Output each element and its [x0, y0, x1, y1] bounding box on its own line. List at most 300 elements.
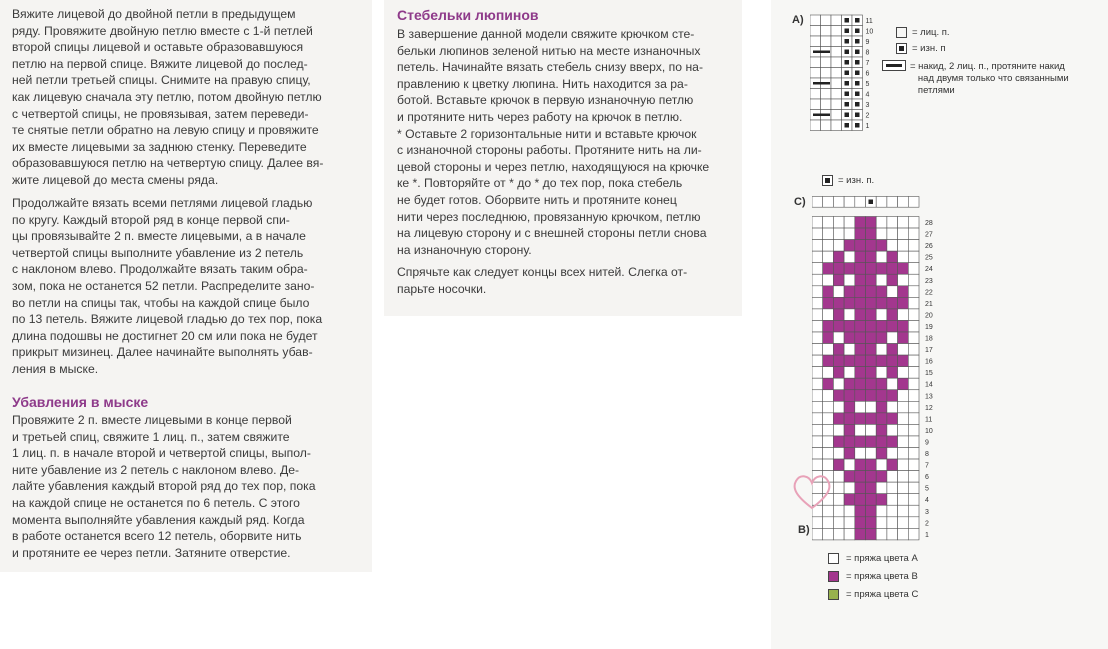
chart-b-cell-white — [876, 344, 887, 356]
chart-b-cell-white — [908, 320, 919, 332]
chart-b-cell-white — [833, 448, 844, 460]
chart-b-cell-white — [908, 309, 919, 321]
chart-a-cell — [831, 68, 842, 79]
chart-b-cell-purple — [833, 263, 844, 275]
chart-b-cell-purple — [876, 286, 887, 298]
chart-b-cell-white — [908, 436, 919, 448]
chart-b-cell-white — [844, 251, 855, 263]
chart-b-cell-purple — [887, 390, 898, 402]
purl-dot — [845, 18, 850, 23]
chart-b-row-number: 14 — [925, 381, 933, 389]
chart-b-cell-white — [812, 459, 823, 471]
chart-b-cell-purple — [866, 505, 877, 517]
chart-b-cell-white — [887, 228, 898, 240]
chart-b-row-number: 25 — [925, 254, 933, 262]
chart-b-cell-purple — [855, 217, 866, 229]
chart-b-cell-white — [887, 482, 898, 494]
chart-b-cell-white — [823, 413, 834, 425]
chart-b-cell-white — [898, 471, 909, 483]
chart-b-cell-purple — [866, 378, 877, 390]
chart-c-label: C) — [794, 196, 806, 208]
chart-b-cell-purple — [844, 355, 855, 367]
chart-a-cell — [821, 36, 832, 47]
chart-b-cell-purple — [876, 320, 887, 332]
chart-b-row-number: 13 — [925, 393, 933, 401]
chart-b-cell-purple — [833, 309, 844, 321]
chart-b-cell-white — [844, 274, 855, 286]
chart-b-cell-purple — [844, 297, 855, 309]
chart-b-cell-purple — [898, 263, 909, 275]
color-a-text: = пряжа цвета A — [846, 553, 918, 564]
chart-b-row-number: 10 — [925, 427, 933, 435]
chart-a-cell — [821, 57, 832, 68]
chart-b-cell-white — [823, 309, 834, 321]
chart-b-cell-purple — [855, 274, 866, 286]
chart-c-cell — [855, 197, 866, 208]
chart-b-cell-white — [898, 505, 909, 517]
chart-c-cell — [812, 197, 823, 208]
legend-a-yarnover-text: = накид, 2 лиц. п., протяните накид над двумя только что связанными петлями — [910, 61, 1069, 96]
chart-b-cell-white — [833, 217, 844, 229]
chart-c-cell — [908, 197, 919, 208]
chart-a-cell — [821, 15, 832, 26]
chart-b-cell-white — [812, 263, 823, 275]
chart-b-cell-white — [908, 424, 919, 436]
chart-b-cell-purple — [887, 297, 898, 309]
chart-b-cell-purple — [844, 332, 855, 344]
chart-b-cell-white — [898, 482, 909, 494]
chart-b-cell-white — [898, 401, 909, 413]
chart-b-cell-white — [844, 228, 855, 240]
chart-b-cell-white — [908, 528, 919, 540]
chart-b-row-number: 5 — [925, 485, 929, 493]
purl-stitch-symbol-c — [822, 175, 833, 186]
purl-dot — [845, 92, 850, 97]
chart-b-cell-purple — [876, 436, 887, 448]
chart-a-cell — [821, 26, 832, 37]
chart-a-row-number: 10 — [865, 28, 874, 36]
chart-b-cell-white — [887, 378, 898, 390]
chart-b-cell-white — [812, 309, 823, 321]
chart-b-cell-purple — [844, 471, 855, 483]
chart-b-cell-purple — [833, 297, 844, 309]
chart-b-cell-white — [812, 297, 823, 309]
yarnover-dash — [813, 114, 830, 117]
chart-b-cell-white — [844, 482, 855, 494]
chart-b-cell-white — [876, 482, 887, 494]
chart-b-cell-purple — [855, 286, 866, 298]
chart-b-cell-purple — [887, 355, 898, 367]
chart-b-cell-purple — [887, 320, 898, 332]
chart-a-cell — [831, 47, 842, 58]
purl-dot — [869, 200, 874, 205]
chart-b-cell-white — [887, 505, 898, 517]
chart-b-cell-purple — [855, 471, 866, 483]
chart-b-cell-white — [876, 228, 887, 240]
chart-b-row-number: 21 — [925, 300, 933, 308]
chart-b-cell-white — [812, 378, 823, 390]
purl-stitch-symbol — [896, 43, 907, 54]
chart-b-cell-purple — [823, 263, 834, 275]
chart-b-cell-white — [823, 240, 834, 252]
chart-b-cell-white — [823, 459, 834, 471]
chart-b-cell-purple — [833, 436, 844, 448]
chart-b-cell-purple — [866, 263, 877, 275]
chart-b-label: B) — [798, 524, 810, 536]
chart-b-cell-purple — [844, 413, 855, 425]
chart-b-cell-purple — [855, 297, 866, 309]
chart-b-cell-purple — [876, 240, 887, 252]
chart-b-cell-purple — [866, 494, 877, 506]
chart-b-cell-white — [844, 309, 855, 321]
chart-a-row-number: 1 — [865, 123, 870, 130]
chart-b-cell-white — [833, 528, 844, 540]
chart-b-cell-white — [876, 505, 887, 517]
chart-b-row-number: 22 — [925, 289, 933, 297]
purl-dot — [845, 71, 850, 76]
chart-b-cell-purple — [855, 367, 866, 379]
chart-b-cell-white — [823, 528, 834, 540]
chart-b-cell-purple — [866, 528, 877, 540]
chart-b-cell-white — [908, 482, 919, 494]
chart-b-cell-white — [908, 240, 919, 252]
chart-b-cell-white — [898, 528, 909, 540]
chart-b-cell-white — [898, 251, 909, 263]
chart-b-cell-purple — [855, 517, 866, 529]
chart-b-cell-white — [855, 424, 866, 436]
chart-b-cell-white — [823, 217, 834, 229]
chart-b-cell-white — [898, 517, 909, 529]
chart-b-cell-white — [833, 286, 844, 298]
chart-a-cell — [831, 110, 842, 121]
chart-b-cell-white — [898, 274, 909, 286]
chart-b-cell-white — [876, 251, 887, 263]
chart-b-cell-white — [876, 217, 887, 229]
chart-b-cell-purple — [866, 309, 877, 321]
chart-b-cell-purple — [844, 378, 855, 390]
chart-b-cell-purple — [833, 390, 844, 402]
chart-b-cell-white — [908, 378, 919, 390]
chart-b-cell-white — [908, 367, 919, 379]
purl-dot — [855, 18, 860, 23]
chart-b-cell-purple — [887, 274, 898, 286]
chart-b-cell-purple — [855, 251, 866, 263]
chart-b-cell-white — [876, 459, 887, 471]
chart-b-cell-white — [812, 286, 823, 298]
chart-b-row-number: 18 — [925, 335, 933, 343]
chart-b-cell-white — [823, 517, 834, 529]
chart-b-cell-white — [887, 448, 898, 460]
chart-b-cell-purple — [876, 424, 887, 436]
chart-b-cell-white — [898, 217, 909, 229]
chart-b-cell-white — [898, 228, 909, 240]
chart-b-cell-white — [844, 344, 855, 356]
chart-c-cell — [887, 197, 898, 208]
chart-a-grid — [810, 14, 880, 148]
purl-dot — [845, 60, 850, 65]
purl-dot — [855, 50, 860, 55]
legend-c-purl-text: = изн. п. — [838, 175, 875, 186]
chart-b-cell-white — [876, 528, 887, 540]
color-b-text: = пряжа цвета B — [846, 571, 918, 582]
chart-b-cell-purple — [866, 436, 877, 448]
chart-b-cell-white — [887, 332, 898, 344]
chart-b-cell-purple — [876, 263, 887, 275]
chart-b-cell-white — [887, 494, 898, 506]
chart-b-cell-purple — [866, 320, 877, 332]
chart-b-cell-purple — [887, 367, 898, 379]
chart-b-cell-purple — [823, 320, 834, 332]
chart-b-cell-purple — [866, 517, 877, 529]
chart-b-cell-purple — [898, 320, 909, 332]
chart-b-cell-purple — [866, 228, 877, 240]
chart-b-cell-purple — [855, 482, 866, 494]
chart-b-cell-white — [908, 274, 919, 286]
toe-decreases-heading: Убавления в мыске — [12, 394, 149, 410]
chart-b-cell-white — [823, 448, 834, 460]
chart-b-cell-white — [812, 228, 823, 240]
left-paragraph-3: Провяжите 2 п. вместе лицевыми в конце первой и третьей спиц, свяжите 1 лиц. п., затем свяжите 1 лиц. п. в начале второй и четвертой спицы, выпол- ните убавление из 2 петель с наклоном влево. Де- лайте убавления каждый второй ряд до тех пор, пока на каждой спице не останется по 6 петель. С этого момента выполняйте убавления каждый ряд. Когда в работе останется всего 12 петель, оборвите нить и протяните ее через петли. Затяните отверстие. — [12, 413, 316, 560]
chart-b-cell-purple — [833, 459, 844, 471]
chart-a-cell — [810, 15, 821, 26]
chart-b-cell-purple — [833, 413, 844, 425]
purl-dot — [855, 123, 860, 128]
chart-b-cell-white — [908, 332, 919, 344]
chart-b-cell-white — [812, 517, 823, 529]
legend-a-knit-text: = лиц. п. — [912, 27, 950, 38]
chart-b-row-number: 3 — [925, 508, 929, 516]
chart-b-cell-purple — [833, 320, 844, 332]
chart-b-cell-purple — [833, 355, 844, 367]
chart-b-cell-white — [908, 505, 919, 517]
chart-a-label: A) — [792, 14, 804, 26]
chart-b-cell-purple — [876, 471, 887, 483]
chart-b-cell-white — [823, 344, 834, 356]
chart-a-cell — [810, 26, 821, 37]
chart-b-cell-white — [887, 217, 898, 229]
chart-b-cell-white — [812, 436, 823, 448]
chart-b-cell-purple — [855, 332, 866, 344]
chart-a-row-number: 3 — [865, 102, 870, 109]
middle-paragraph-1: В завершение данной модели свяжите крючком сте- бельки люпинов зеленой нитью на месте изнаночных петель. Начинайте вязать стебель снизу вверх, по на- правлению к цветку люпина. Нить находится за ра- ботой. Вставьте крючок в первую изнаночную петлю и протяните нить через работу на крючок в петлю. * Оставьте 2 горизонтальные нити и вставьте крючок с изнаночной стороны работы. Протяните нить на ли- цевой стороны и через петлю, находящуюся на крючке кe *. Повторяйте от * до * до тех пор, пока стебель не будет готов. Оборвите нить и протяните конец нити через последнюю, провязанную крючком, петлю на лицевую сторону и с внешней стороны петли снова на изнаночную сторону. — [397, 27, 710, 257]
chart-b-cell-purple — [866, 471, 877, 483]
chart-b-cell-purple — [887, 263, 898, 275]
color-a-swatch — [828, 553, 839, 564]
chart-a-row-number: 7 — [865, 60, 870, 67]
chart-a-cell — [810, 36, 821, 47]
chart-b-cell-white — [833, 424, 844, 436]
chart-b-cell-purple — [855, 436, 866, 448]
chart-b-cell-purple — [833, 344, 844, 356]
chart-b-cell-purple — [887, 436, 898, 448]
chart-b-cell-white — [866, 401, 877, 413]
purl-dot — [845, 113, 850, 118]
chart-b-cell-purple — [876, 401, 887, 413]
chart-b-row-number: 15 — [925, 370, 933, 378]
chart-b-cell-purple — [898, 332, 909, 344]
chart-b-cell-white — [898, 494, 909, 506]
purl-dot — [855, 60, 860, 65]
chart-b-cell-white — [823, 401, 834, 413]
chart-b-row-number: 11 — [925, 416, 933, 424]
chart-b-cell-white — [908, 448, 919, 460]
chart-b-cell-white — [887, 401, 898, 413]
purl-dot — [855, 113, 860, 118]
purl-dot — [855, 81, 860, 86]
chart-b-cell-white — [908, 297, 919, 309]
chart-b-cell-purple — [855, 228, 866, 240]
chart-b-cell-white — [898, 436, 909, 448]
chart-b-cell-white — [908, 517, 919, 529]
chart-b-cell-white — [898, 459, 909, 471]
chart-b-row-number: 16 — [925, 358, 933, 366]
chart-a-cell — [821, 68, 832, 79]
chart-b-cell-white — [866, 424, 877, 436]
purl-dot — [855, 71, 860, 76]
chart-b-cell-white — [844, 517, 855, 529]
chart-b-cell-white — [898, 344, 909, 356]
chart-b-cell-white — [823, 228, 834, 240]
chart-b-cell-purple — [876, 448, 887, 460]
chart-b-cell-purple — [898, 297, 909, 309]
chart-b-cell-purple — [876, 494, 887, 506]
middle-paragraph-2: Спрячьте как следует концы всех нитей. Слегка от- парьте носочки. — [397, 265, 688, 296]
chart-b-cell-purple — [855, 355, 866, 367]
chart-b-cell-purple — [855, 344, 866, 356]
chart-b-cell-purple — [844, 240, 855, 252]
chart-b-cell-purple — [855, 494, 866, 506]
chart-b-cell-purple — [844, 263, 855, 275]
yarnover-dash — [813, 82, 830, 85]
chart-a-cell — [810, 57, 821, 68]
color-b-swatch — [828, 571, 839, 582]
chart-b-cell-white — [833, 505, 844, 517]
chart-b-row-number: 20 — [925, 312, 933, 320]
chart-b-row-number: 2 — [925, 520, 929, 528]
chart-b-cell-white — [908, 251, 919, 263]
chart-b-cell-white — [812, 355, 823, 367]
chart-b-cell-purple — [866, 390, 877, 402]
chart-b-row-number: 12 — [925, 404, 933, 412]
chart-b-cell-white — [908, 286, 919, 298]
chart-b-cell-purple — [844, 494, 855, 506]
chart-b-cell-white — [908, 217, 919, 229]
chart-b-cell-white — [908, 459, 919, 471]
chart-a-row-number: 9 — [865, 39, 870, 46]
chart-c-cell — [844, 197, 855, 208]
chart-b-row-number: 24 — [925, 266, 933, 274]
chart-b-cell-white — [812, 217, 823, 229]
chart-a-cell — [810, 99, 821, 110]
purl-dot — [845, 102, 850, 107]
chart-b-cell-white — [887, 240, 898, 252]
chart-b-cell-purple — [844, 448, 855, 460]
purl-dot — [855, 29, 860, 34]
chart-b-row-number: 17 — [925, 347, 933, 355]
chart-b-cell-purple — [833, 367, 844, 379]
chart-b-cell-white — [812, 448, 823, 460]
purl-dot — [845, 81, 850, 86]
chart-b-cell-purple — [855, 528, 866, 540]
chart-b-cell-purple — [866, 482, 877, 494]
chart-b-cell-white — [812, 424, 823, 436]
chart-b-cell-white — [833, 494, 844, 506]
chart-a-cell — [810, 89, 821, 100]
chart-b-cell-white — [823, 274, 834, 286]
chart-b-cell-white — [887, 471, 898, 483]
chart-b-cell-purple — [823, 286, 834, 298]
chart-b-cell-purple — [866, 459, 877, 471]
chart-b-cell-purple — [898, 286, 909, 298]
chart-b-row-number: 23 — [925, 277, 933, 285]
chart-b-row-number: 28 — [925, 220, 933, 227]
chart-b-cell-white — [855, 448, 866, 460]
chart-b-cell-purple — [844, 320, 855, 332]
purl-dot — [845, 39, 850, 44]
chart-a-cell — [831, 89, 842, 100]
chart-b-cell-white — [812, 401, 823, 413]
chart-b-cell-purple — [866, 344, 877, 356]
chart-b-cell-white — [844, 367, 855, 379]
heart-icon — [790, 472, 834, 512]
chart-b-cell-white — [898, 309, 909, 321]
chart-b-cell-purple — [898, 378, 909, 390]
chart-a-row-number: 4 — [865, 91, 870, 99]
color-c-swatch — [828, 589, 839, 600]
chart-b-row-number: 4 — [925, 497, 929, 505]
chart-b-cell-purple — [855, 390, 866, 402]
chart-b-cell-white — [887, 528, 898, 540]
yarnover-stitch-symbol — [882, 60, 906, 71]
chart-b-cell-purple — [866, 355, 877, 367]
left-paragraph-1: Вяжите лицевой до двойной петли в предыдущем ряду. Провяжите двойную петлю вместе с 1-й петлей второй спицы лицевой и оставьте образовавшуюся петлю на первой спице. Вяжите лицевой до послед- ней петли третьей спицы. Снимите на правую спицу, как лицевую сначала эту петлю, потом двойную петлю с четвертой спицы, не провязывая, затем переведи- те снятые петли обратно на левую спицу и провяжите их вместе лицевыми за заднюю стенку. Переведите образовавшуюся петлю на четвертую спицу. Далее вя- жите лицевой до места смены ряда. — [12, 7, 324, 187]
chart-b-cell-white — [823, 424, 834, 436]
chart-a-cell — [821, 99, 832, 110]
chart-b-cell-purple — [876, 332, 887, 344]
chart-b-cell-white — [898, 413, 909, 425]
chart-b-cell-purple — [823, 297, 834, 309]
chart-a-cell — [831, 120, 842, 131]
chart-c-grid — [812, 196, 922, 208]
chart-b-cell-white — [833, 482, 844, 494]
chart-b-cell-purple — [844, 424, 855, 436]
chart-b-cell-purple — [887, 344, 898, 356]
chart-b-row-number: 8 — [925, 451, 929, 458]
chart-b-cell-purple — [866, 332, 877, 344]
chart-a-cell — [831, 15, 842, 26]
chart-b-cell-white — [812, 390, 823, 402]
chart-b-cell-white — [833, 401, 844, 413]
chart-a-cell — [831, 57, 842, 68]
chart-b-cell-purple — [855, 378, 866, 390]
chart-c-cell — [833, 197, 844, 208]
chart-a-cell — [810, 68, 821, 79]
chart-b-cell-white — [823, 251, 834, 263]
chart-b-cell-white — [833, 332, 844, 344]
chart-b-cell-purple — [844, 286, 855, 298]
chart-b-cell-white — [908, 471, 919, 483]
chart-b-cell-white — [908, 344, 919, 356]
yarnover-dash — [813, 51, 830, 54]
chart-b-cell-white — [908, 390, 919, 402]
chart-b-cell-white — [908, 228, 919, 240]
chart-b-cell-purple — [855, 413, 866, 425]
chart-b-cell-white — [908, 355, 919, 367]
chart-a-row-number: 11 — [865, 18, 873, 25]
chart-b-cell-white — [833, 471, 844, 483]
chart-b-cell-white — [876, 274, 887, 286]
chart-b-cell-white — [812, 413, 823, 425]
